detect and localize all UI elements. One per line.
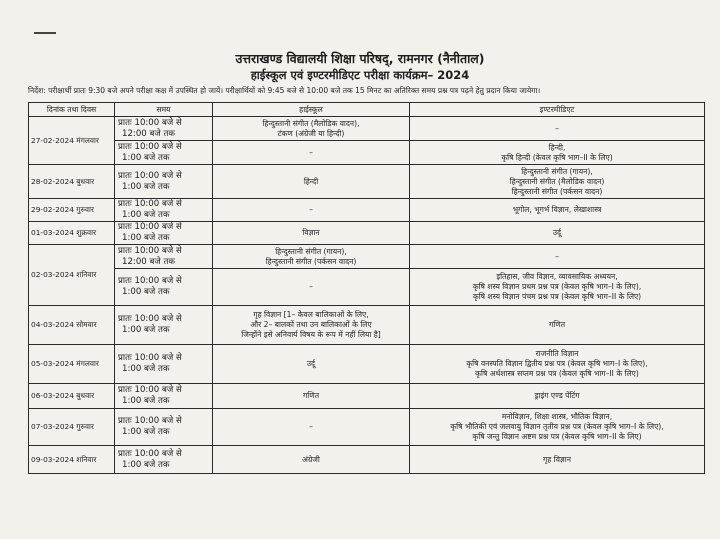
exam-date-cell: 01-03-2024 शुक्रवार: [29, 222, 115, 245]
subject-line: हिन्दुस्तानी संगीत (मैलोडिक वादन): [509, 176, 605, 186]
instruction-note: निर्देश: परीक्षार्थी प्रातः 9:30 बजे अपने परीक्षा कक्ष में उपस्थित हो जायें। परीक्षार्थियों को 9:45 बजे से 10:00 बजे तक 15 मिनट का अतिरिक्त समय प्रश्न पत्र पढ़ने हेतु प्रदान किया जायेगा।: [28, 86, 541, 95]
table-row: [29, 345, 705, 384]
table-row: [29, 245, 705, 269]
exam-time-cell: [115, 245, 213, 269]
header-intermediate: इण्टरमीडिएट: [410, 103, 705, 117]
subject-line: कृषि जन्तु विज्ञान अष्टम प्रश्न पत्र (केवल कृषि भाग–II के लिए): [472, 432, 642, 441]
subject-line: गृह विज्ञान [1– केवल बालिकाओं के लिए,: [253, 310, 369, 319]
intermediate-subject-cell: [410, 165, 705, 199]
subject-line: हिन्दुस्तानी संगीत (पर्कसन वादन): [265, 256, 357, 266]
table-row: [29, 269, 705, 306]
subject-line: राजनीति विज्ञान: [535, 349, 579, 358]
table-row: [29, 199, 705, 222]
subject-line: मनोविज्ञान, शिक्षा शास्त्र, भौतिक विज्ञान,: [501, 412, 613, 421]
program-title: हाईस्कूल एवं इण्टरमीडिएट परीक्षा कार्यक्रम– 2024: [250, 68, 470, 82]
subject-line: इतिहास, जीव विज्ञान, व्यावसायिक अध्ययन,: [496, 272, 618, 281]
intermediate-subject-cell: [410, 409, 705, 446]
table-row: [29, 306, 705, 345]
highschool-subject-cell: [213, 384, 410, 409]
highschool-subject-cell: [213, 245, 410, 269]
time-start: प्रातः 10:00 बजे से: [118, 385, 182, 395]
exam-date-cell: 05-03-2024 मंगलवार: [29, 345, 115, 384]
subject-line: हिन्दुस्तानी संगीत (पर्कसन वादन): [511, 186, 603, 196]
time-start: प्रातः 10:00 बजे से: [118, 199, 182, 209]
subject-line: हिन्दी,: [548, 142, 566, 152]
highschool-subject-cell: [213, 141, 410, 165]
table-row: [29, 141, 705, 165]
header-time: समय: [115, 103, 213, 117]
exam-time-cell: [115, 345, 213, 384]
time-end: 1:00 बजे तक: [122, 325, 170, 335]
exam-date-cell: 29-02-2024 गुरुवार: [29, 199, 115, 222]
table-row: [29, 384, 705, 409]
exam-time-cell: [115, 269, 213, 306]
subject-line: –: [309, 422, 313, 431]
highschool-subject-cell: [213, 269, 410, 306]
subject-line: –: [309, 147, 313, 157]
intermediate-subject-cell: [410, 245, 705, 269]
subject-line: हिन्दी: [303, 176, 319, 186]
subject-line: उर्दू: [306, 359, 316, 368]
subject-line: कृषि शस्य विज्ञान पंचम प्रश्न पत्र (केवल कृषि भाग–II के लिए): [472, 292, 642, 301]
subject-line: –: [309, 282, 313, 291]
subject-line: भूगोल, भूगर्भ विज्ञान, लेखाशास्त्र: [512, 205, 602, 214]
subject-line: कृषि भौतिकी एवं जलवायु विज्ञान तृतीय प्रश्न पत्र (केवल कृषि भाग–I के लिए),: [450, 422, 664, 431]
intermediate-subject-cell: [410, 117, 705, 141]
exam-time-cell: [115, 409, 213, 446]
time-start: प्रातः 10:00 बजे से: [118, 245, 182, 256]
exam-date-cell: 02-03-2024 शनिवार: [29, 245, 115, 306]
time-start: प्रातः 10:00 बजे से: [118, 170, 182, 181]
intermediate-subject-cell: [410, 306, 705, 345]
header-highschool: हाईस्कूल: [213, 103, 410, 117]
header-date: दिनांक तथा दिवस: [29, 103, 115, 117]
subject-line: हिन्दुस्तानी संगीत (मैलोडिक वादन),: [262, 118, 360, 128]
subject-line: –: [555, 123, 559, 133]
intermediate-subject-cell: [410, 141, 705, 165]
exam-time-cell: [115, 446, 213, 474]
subject-line: विज्ञान: [302, 228, 320, 237]
subject-line: और 2– बालकों तथा उन बालिकाओं के लिए: [250, 320, 372, 329]
subject-line: –: [309, 205, 313, 214]
exam-date-cell: 07-03-2024 गुरुवार: [29, 409, 115, 446]
exam-time-cell: [115, 117, 213, 141]
highschool-subject-cell: [213, 345, 410, 384]
intermediate-subject-cell: [410, 222, 705, 245]
table-row: [29, 165, 705, 199]
time-end: 1:00 बजे तक: [122, 210, 170, 220]
time-start: प्रातः 10:00 बजे से: [118, 141, 182, 152]
highschool-subject-cell: [213, 199, 410, 222]
exam-schedule-table: [28, 102, 705, 474]
subject-line: टंकण (अंग्रेजी या हिन्दी): [277, 128, 345, 138]
time-end: 1:00 बजे तक: [122, 459, 170, 470]
subject-line: कृषि शस्य विज्ञान प्रथम प्रश्न पत्र (केवल कृषि भाग–I के लिए),: [472, 282, 642, 291]
time-end: 12:00 बजे तक: [122, 256, 176, 267]
subject-line: कृषि वनस्पति विज्ञान द्वितीय प्रश्न पत्र (केवल कृषि भाग–I के लिए),: [466, 359, 648, 368]
exam-date-cell: 28-02-2024 बुधवार: [29, 165, 115, 199]
subject-line: जिन्होंने इसे अनिवार्य विषय के रूप में नहीं लिया है]: [241, 330, 381, 339]
subject-line: हिन्दुस्तानी संगीत (गायन),: [521, 166, 593, 176]
highschool-subject-cell: [213, 165, 410, 199]
highschool-subject-cell: [213, 446, 410, 474]
exam-date-cell: 27-02-2024 मंगलवार: [29, 117, 115, 165]
subject-line: गणित: [302, 391, 320, 400]
exam-date-cell: 09-03-2024 शनिवार: [29, 446, 115, 474]
time-start: प्रातः 10:00 बजे से: [118, 448, 182, 459]
table-row: [29, 222, 705, 245]
exam-time-cell: [115, 199, 213, 222]
time-end: 1:00 बजे तक: [122, 152, 170, 163]
intermediate-subject-cell: [410, 446, 705, 474]
highschool-subject-cell: [213, 306, 410, 345]
corner-dash-mark: [34, 32, 56, 34]
time-start: प्रातः 10:00 बजे से: [118, 353, 182, 363]
time-end: 12:00 बजे तक: [122, 128, 176, 139]
exam-time-cell: [115, 141, 213, 165]
subject-line: कृषि अर्थशास्त्र सप्तम प्रश्न पत्र (केवल कृषि भाग–II के लिए): [475, 369, 639, 378]
highschool-subject-cell: [213, 409, 410, 446]
highschool-subject-cell: [213, 117, 410, 141]
subject-line: ड्राइंग एण्ड पेंटिंग: [534, 391, 580, 400]
subject-line: गणित: [548, 320, 566, 329]
exam-time-cell: [115, 384, 213, 409]
time-end: 1:00 बजे तक: [122, 233, 170, 243]
intermediate-subject-cell: [410, 345, 705, 384]
intermediate-subject-cell: [410, 384, 705, 409]
table-row: [29, 409, 705, 446]
time-end: 1:00 बजे तक: [122, 181, 170, 192]
time-end: 1:00 बजे तक: [122, 364, 170, 374]
exam-date-cell: 06-03-2024 बुधवार: [29, 384, 115, 409]
time-start: प्रातः 10:00 बजे से: [118, 416, 182, 426]
board-title: उत्तराखण्ड विद्यालयी शिक्षा परिषद्, रामनगर (नैनीताल): [235, 51, 485, 66]
table-row: [29, 117, 705, 141]
exam-date-cell: 04-03-2024 सोमवार: [29, 306, 115, 345]
highschool-subject-cell: [213, 222, 410, 245]
subject-line: उर्दू: [552, 228, 562, 237]
time-end: 1:00 बजे तक: [122, 287, 170, 297]
schedule-body: [29, 117, 705, 474]
subject-line: गृह विज्ञान: [543, 454, 571, 464]
subject-line: अंग्रेजी: [302, 454, 320, 464]
exam-time-cell: [115, 165, 213, 199]
subject-line: कृषि हिन्दी (केवल कृषि भाग–II के लिए): [501, 152, 613, 162]
table-header-row: [29, 103, 705, 117]
subject-line: हिन्दुस्तानी संगीत (गायन),: [275, 246, 347, 256]
time-start: प्रातः 10:00 बजे से: [118, 314, 182, 324]
time-end: 1:00 बजे तक: [122, 427, 170, 437]
time-start: प्रातः 10:00 बजे से: [118, 276, 182, 286]
intermediate-subject-cell: [410, 269, 705, 306]
table-row: [29, 446, 705, 474]
time-start: प्रातः 10:00 बजे से: [118, 222, 182, 232]
time-start: प्रातः 10:00 बजे से: [118, 117, 182, 128]
subject-line: –: [555, 251, 559, 261]
exam-time-cell: [115, 306, 213, 345]
exam-time-cell: [115, 222, 213, 245]
intermediate-subject-cell: [410, 199, 705, 222]
time-end: 1:00 बजे तक: [122, 396, 170, 406]
